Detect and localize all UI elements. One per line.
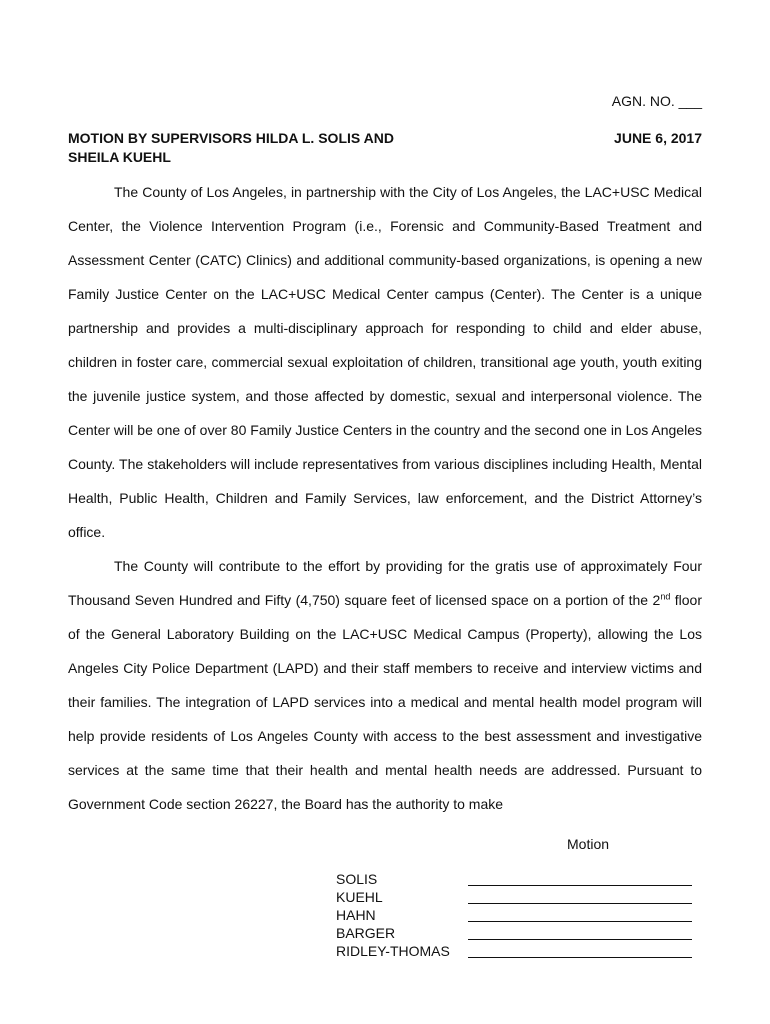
motion-title: MOTION BY SUPERVISORS HILDA L. SOLIS AND SHEILA KUEHL [68,130,394,165]
supervisor-vote-list [336,870,696,960]
paragraph-1: The County of Los Angeles, in partnership with the City of Los Angeles, the LAC+USC Medical Center, the Violence Intervention Program (i.e., Forensic and Community-Based Treatment and Assessment Center (CATC) Clinics) and additional community-based organizations, is opening a new Family Justice Center on the LAC+USC Medical Center campus (Center). The Center is a unique partnership and provides a multi-disciplinary approach for responding to child and elder abuse, children in foster care, commercial sexual exploitation of children, transitional age youth, youth exiting the juvenile justice system, and those affected by domestic, sexual and interpersonal violence. The Center will be one of over 80 Family Justice Centers in the country and the second one in Los Angeles County. The stakeholders will include representatives from various disciplines including Health, Mental Health, Public Health, Children and Family Services, law enforcement, and the District Attorney’s office. [68,184,702,540]
vote-row [336,906,696,924]
supervisor-name: RIDLEY-THOMAS [336,943,450,959]
agenda-number: AGN. NO. ___ [611,93,702,109]
supervisor-name: SOLIS [336,871,378,887]
vote-row [336,924,696,942]
supervisor-name: HAHN [336,907,376,923]
motion-header [68,129,702,167]
signature-line [468,939,692,940]
vote-row [336,888,696,906]
motion-label: Motion [567,836,610,852]
supervisor-name: KUEHL [336,889,383,905]
paragraph-2-part-2: floor of the General Laboratory Building on the LAC+USC Medical Campus (Property), allowing the Los Angeles City Police Department (LAPD) and their staff members to receive and interview victims and their families. The integration of LAPD services into a medical and mental health model program will help provide residents of Los Angeles County with access to the best assessment and investigative services at the same time that their health and mental health needs are addressed. Pursuant to Government Code section 26227, the Board has the authority to make [68,592,702,812]
signature-line [468,921,692,922]
signature-line [468,885,692,886]
paragraph-2 [68,549,702,821]
vote-row [336,942,696,960]
paragraph-2-part-1: The County will contribute to the effort by providing for the gratis use of approximately Four Thousand Seven Hundred and Fifty (4,750) square feet of licensed space on a portion of the 2 [68,558,702,608]
signature-line [468,957,692,958]
motion-body [68,175,702,821]
supervisor-name: BARGER [336,925,396,941]
ordinal-superscript: nd [660,591,671,602]
motion-date: JUNE 6, 2017 [614,130,702,146]
vote-row [336,870,696,888]
signature-line [468,903,692,904]
